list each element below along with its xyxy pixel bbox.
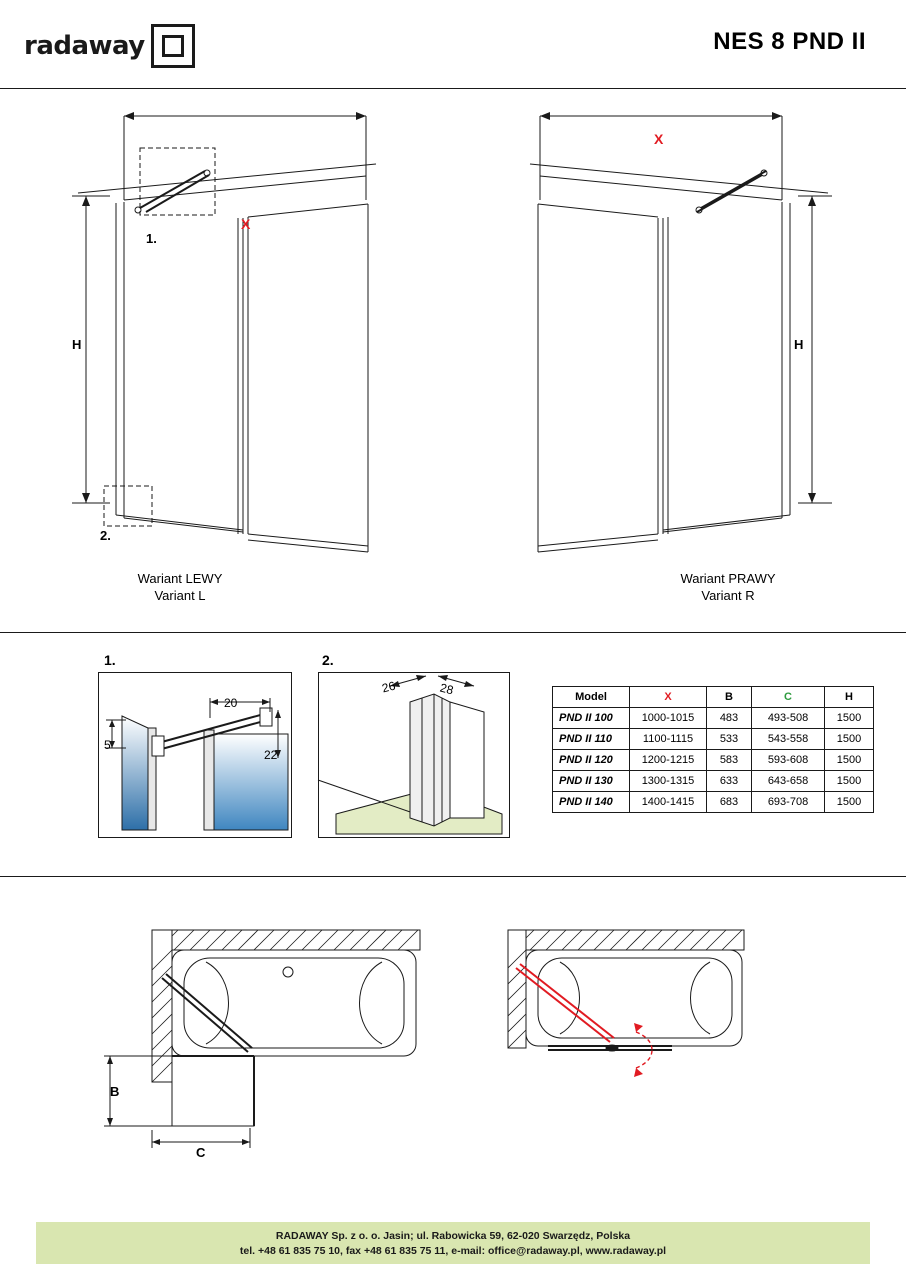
- table-header-row: [553, 687, 874, 708]
- section-divider-1: [0, 632, 906, 633]
- cell-b: 533: [707, 729, 752, 750]
- brand-name: radaway: [24, 31, 145, 61]
- left-variant-caption-en: Variant L: [154, 588, 206, 603]
- cell-h: 1500: [825, 750, 874, 771]
- cell-h: 1500: [825, 792, 874, 813]
- left-dim-x-label: X: [241, 216, 251, 232]
- cell-h: 1500: [825, 708, 874, 729]
- th-b: B: [707, 687, 752, 708]
- elevation-drawings: [0, 88, 906, 708]
- page-header: [0, 0, 906, 90]
- th-c: C: [752, 687, 825, 708]
- cell-c: 543-558: [752, 729, 825, 750]
- right-dim-h-label: H: [794, 337, 804, 352]
- cell-model: PND II 120: [553, 750, 630, 771]
- detail-2-number: 2.: [322, 652, 334, 668]
- cell-x: 1000-1015: [630, 708, 707, 729]
- th-x: X: [630, 687, 707, 708]
- right-dim-x-label: X: [654, 131, 664, 147]
- cell-x: 1100-1115: [630, 729, 707, 750]
- th-h: H: [825, 687, 874, 708]
- plan-drawings: [0, 910, 906, 1210]
- detail-1-dim-22: 22: [264, 748, 278, 762]
- cell-b: 583: [707, 750, 752, 771]
- cell-c: 593-608: [752, 750, 825, 771]
- cell-x: 1400-1415: [630, 792, 707, 813]
- cell-model: PND II 130: [553, 771, 630, 792]
- table-row: [553, 750, 874, 771]
- section-divider-2: [0, 876, 906, 877]
- th-model: Model: [553, 687, 630, 708]
- detail-2-dim-28: 28: [438, 680, 455, 698]
- right-variant-caption-en: Variant R: [701, 588, 755, 603]
- detail-1-number: 1.: [104, 652, 116, 668]
- plan-dim-c-label: C: [196, 1145, 206, 1160]
- left-callout-1: 1.: [146, 231, 157, 246]
- left-callout-2: 2.: [100, 528, 111, 543]
- cell-x: 1300-1315: [630, 771, 707, 792]
- table-row: [553, 708, 874, 729]
- brand-logo: [24, 24, 195, 68]
- right-variant-caption: [608, 570, 848, 604]
- table-row: [553, 792, 874, 813]
- cell-h: 1500: [825, 729, 874, 750]
- detail-2-drawing: [316, 668, 516, 848]
- cell-c: 693-708: [752, 792, 825, 813]
- plan-dim-b-label: B: [110, 1084, 120, 1099]
- detail-1-dim-5: 5: [104, 738, 111, 752]
- table-row: [553, 771, 874, 792]
- cell-b: 683: [707, 792, 752, 813]
- footer-address: RADAWAY Sp. z o. o. Jasin; ul. Rabowicka 59, 62-020 Swarzędz, Polska: [275, 1230, 631, 1242]
- square-in-square-logo-icon: [151, 24, 195, 68]
- cell-c: 643-658: [752, 771, 825, 792]
- left-variant-caption-pl: Wariant LEWY: [137, 571, 223, 586]
- table-row: [553, 729, 874, 750]
- page-footer: [36, 1222, 870, 1264]
- left-variant-caption: [60, 570, 300, 604]
- cell-b: 633: [707, 771, 752, 792]
- right-variant-caption-pl: Wariant PRAWY: [680, 571, 776, 586]
- cell-model: PND II 100: [553, 708, 630, 729]
- specification-table: [552, 686, 874, 813]
- cell-h: 1500: [825, 771, 874, 792]
- cell-b: 483: [707, 708, 752, 729]
- detail-1-dim-20: 20: [224, 696, 238, 710]
- left-dim-h-label: H: [72, 337, 82, 352]
- cell-x: 1200-1215: [630, 750, 707, 771]
- footer-contact: tel. +48 61 835 75 10, fax +48 61 835 75 11, e-mail: office@radaway.pl, www.radaway.pl: [239, 1245, 667, 1257]
- cell-model: PND II 110: [553, 729, 630, 750]
- cell-c: 493-508: [752, 708, 825, 729]
- page-title: NES 8 PND II: [713, 28, 866, 55]
- detail-2-dim-26: 26: [380, 678, 397, 696]
- cell-model: PND II 140: [553, 792, 630, 813]
